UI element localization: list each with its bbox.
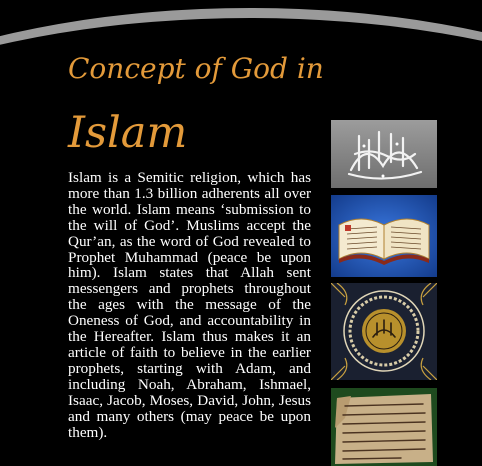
title-line-2: Islam: [68, 108, 188, 158]
calligraphy-medallion-image: [331, 283, 437, 380]
open-quran-image: [331, 195, 437, 277]
manuscript-page-image: [331, 388, 437, 466]
title-line-1: Concept of God in: [68, 52, 324, 85]
calligraphy-image: [331, 120, 437, 188]
body-paragraph: Islam is a Semitic religion, which has more than 1.3 billion adherents all over the world. Islam means ‘submission to the will of God’. Muslims accept the Qur’an, as the word of God revealed to Prophet Muhammad (peace be upon him). Islam states that Allah sent messengers and prophets throughout the ages with the message of the Oneness of God, and accountability in the Hereafter. Islam thus makes it an article of faith to believe in the earlier prophets, starting with Adam, and including Noah, Abraham, Ishmael, Isaac, Jacob, Moses, David, John, Jesus and many others (may peace be upon them).: [68, 169, 311, 441]
